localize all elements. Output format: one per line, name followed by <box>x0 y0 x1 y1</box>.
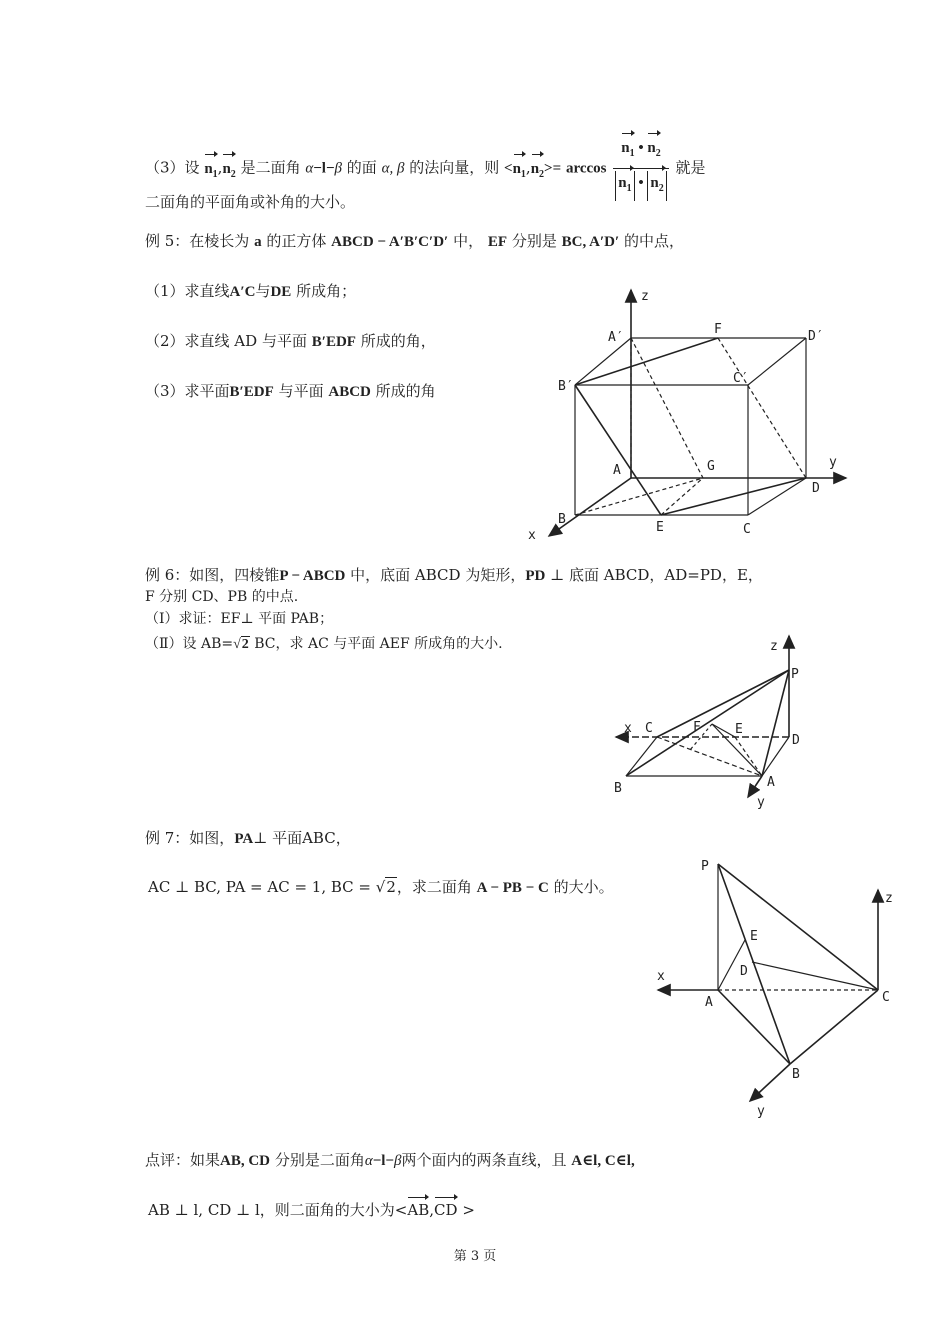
fig5-label-C1: C′ <box>733 371 749 386</box>
ex6-line4: （Ⅱ）设 AB=√2 BC，求 AC 与平面 AEF 所成角的大小. <box>145 636 503 652</box>
ex5-title: 例 5：在棱长为 a 的正方体 ABCD − A′B′C′D′ 中， EF 分别是 BC, A′D′ 的中点， <box>145 232 685 250</box>
fig6-label-z: z <box>770 639 778 654</box>
arccos-fraction: $\frac{n_1 • n_2}{n_1 • n_2}$ <box>613 136 668 201</box>
fig7-label-D: D <box>740 964 748 979</box>
fig5-label-B: B <box>558 512 566 527</box>
fig5-label-z: z <box>641 289 649 304</box>
fig6-label-C: C <box>645 721 653 736</box>
fig7-label-P: P <box>701 859 709 874</box>
ex6-line2: F 分别 CD、PB 的中点. <box>145 589 299 605</box>
fig5-label-F: F <box>714 322 722 337</box>
fig5-label-A1: A′ <box>608 330 624 345</box>
vector-n2: $n_2$ <box>222 157 235 187</box>
fig6-label-y: y <box>757 795 765 810</box>
p3-line2: 二面角的平面角或补角的大小。 <box>145 193 356 211</box>
ex6-line3: （Ⅰ）求证：EF⊥ 平面 PAB； <box>145 611 334 627</box>
ex5-q1: （1）求直线A′C与DE 所成角； <box>145 282 357 300</box>
ex7-line1: 例 7：如图，PA⊥ 平面ABC， <box>145 829 351 847</box>
fig5-label-x: x <box>528 528 536 543</box>
comment-line1: 点评：如果AB, CD 分别是二面角α−l−β两个面内的两条直线，且 A∈l, C∈l, <box>145 1151 635 1169</box>
fig6-label-F: F <box>693 720 701 735</box>
fig5-label-D: D <box>812 481 820 496</box>
fig7-label-B: B <box>792 1067 800 1082</box>
vector-n1: $n_1$ <box>204 157 217 187</box>
ex5-q3: （3）求平面B′EDF 与平面 ABCD 所成的角 <box>145 382 436 400</box>
fig6-label-D: D <box>792 733 800 748</box>
ex5-q2: （2）求直线 AD 与平面 B′EDF 所成的角， <box>145 332 436 350</box>
fig7-label-A: A <box>705 995 713 1010</box>
fig6-label-x: x <box>624 721 632 736</box>
fig7-label-y: y <box>757 1104 765 1119</box>
fig6-label-E: E <box>735 722 743 737</box>
comment-line2: AB ⊥ l, CD ⊥ l，则二面角的大小为<AB,CD > <box>148 1201 475 1219</box>
fig7-label-E: E <box>750 929 758 944</box>
fig5-label-B1: B′ <box>558 379 574 394</box>
fig5-label-G: G <box>707 459 715 474</box>
ex6-line1: 例 6：如图，四棱锥P − ABCD 中，底面 ABCD 为矩形，PD ⊥ 底面 ABCD，AD=PD，E， <box>145 566 763 584</box>
fig7-label-C: C <box>882 990 890 1005</box>
fig6-label-P: P <box>791 667 799 682</box>
fig5-label-C: C <box>743 522 751 537</box>
p3-line1: （3）设 $n_1,n_2$ 是二面角 α−l−β 的面 α, β 的法向量，则 $<n_1,n_2>= \arccos$ $\frac{n_1 • n_2}{n_1 • n_2}$ 就是 <box>145 136 706 201</box>
fig5-label-A: A <box>613 463 621 478</box>
fig5-label-E: E <box>656 520 664 535</box>
page-number: 第 3 页 <box>453 1249 497 1264</box>
fig5-label-D1: D′ <box>808 329 824 344</box>
ex7-line2: AC ⊥ BC, PA = AC = 1, BC = √2，求二面角 A − PB − C 的大小。 <box>148 878 614 896</box>
fig5-label-y: y <box>829 455 837 470</box>
fig6-label-B: B <box>614 781 622 796</box>
fig7-label-x: x <box>657 969 665 984</box>
fig6-label-A: A <box>767 775 775 790</box>
fig7-label-z: z <box>885 891 893 906</box>
